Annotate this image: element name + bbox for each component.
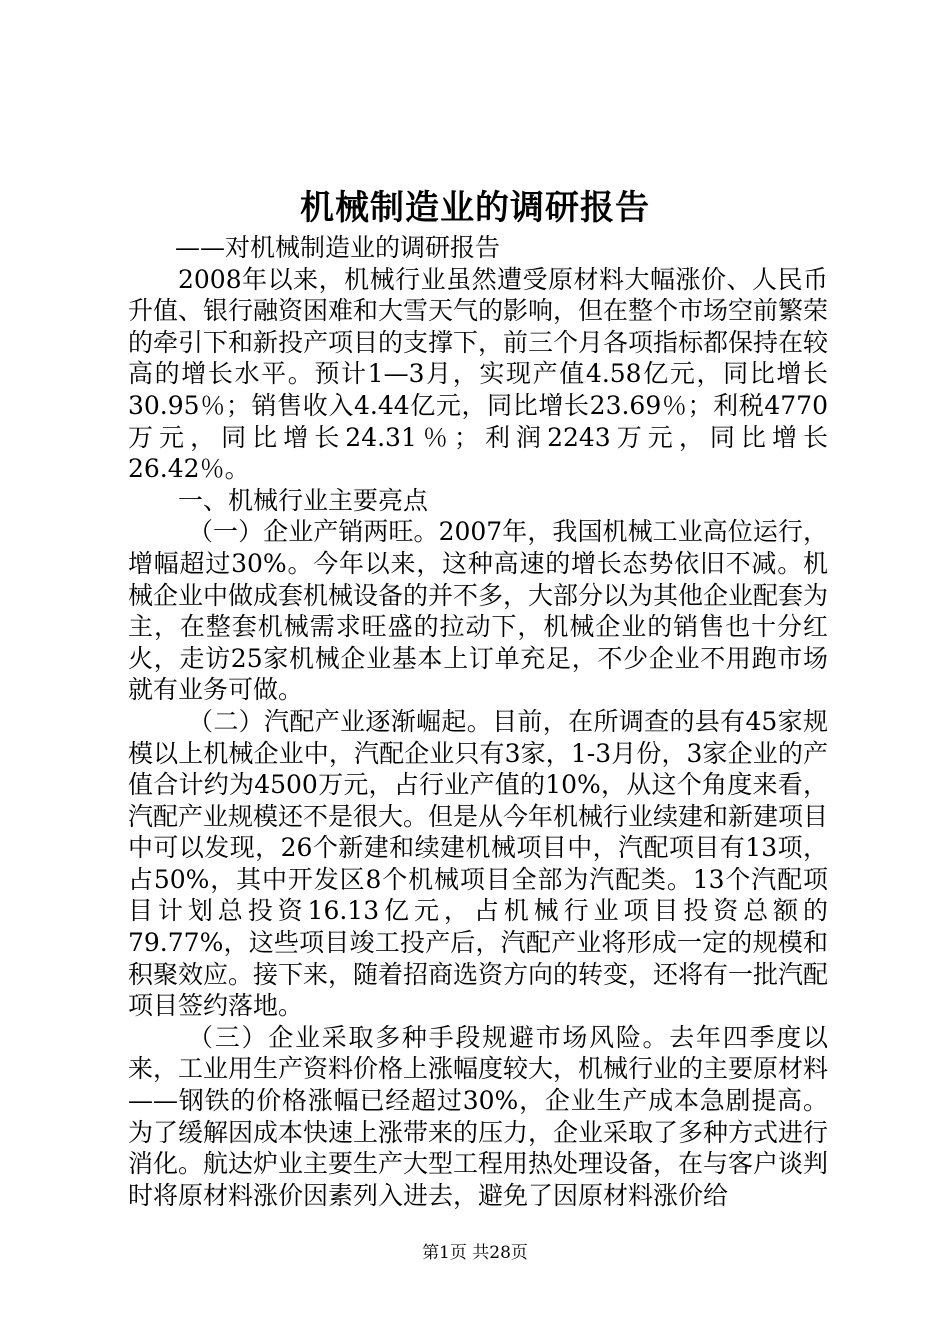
document-title: 机械制造业的调研报告 bbox=[300, 188, 650, 228]
paragraph-section-3: （三）企业采取多种手段规避市场风险。去年四季度以来，工业用生产资料价格上涨幅度较大，机械行业的主要原材料——钢铁的价格涨幅已经超过30%，企业生产成本急剧提高。为了缓解因成本快速上涨带来的压力，企业采取了多种方式进行消化。航达炉业主要生产大型工程用热处理设备，在与客户谈判时将原材料涨价因素列入进去，避免了因原材料涨价给 bbox=[128, 1022, 829, 1210]
page-number-footer: 第1页 共28页 bbox=[422, 1243, 528, 1263]
paragraph-intro: 2008年以来，机械行业虽然遭受原材料大幅涨价、人民币升值、银行融资困难和大雪天气的影响，但在整个市场空前繁荣的牵引下和新投产项目的支撑下，前三个月各项指标都保持在较高的增长水平。预计1—3月，实现产值4.58亿元，同比增长30.95％；销售收入4.44亿元，同比增长23.69％；利税4770万元，同比增长24.31％；利润2243万元，同比增长26.42％。 bbox=[128, 264, 829, 484]
document-subtitle: ——对机械制造业的调研报告 bbox=[175, 233, 501, 262]
section-heading: 一、机械行业主要亮点 bbox=[178, 485, 429, 515]
paragraph-section-1: （一）企业产销两旺。2007年，我国机械工业高位运行，增幅超过30%。今年以来，这种高速的增长态势依旧不减。机械企业中做成套机械设备的并不多，大部分以为其他企业配套为主，在整套机械需求旺盛的拉动下，机械企业的销售也十分红火，走访25家机械企业基本上订单充足，不少企业不用跑市场就有业务可做。 bbox=[128, 517, 829, 705]
paragraph-section-2: （二）汽配产业逐渐崛起。目前，在所调查的县有45家规模以上机械企业中，汽配企业只有3家，1-3月份，3家企业的产值合计约为4500万元，占行业产值的10%，从这个角度来看，汽配产业规模还不是很大。但是从今年机械行业续建和新建项目中可以发现，26个新建和续建机械项目中，汽配项目有13项，占50%，其中开发区8个机械项目全部为汽配类。13个汽配项目计划总投资16.13亿元，占机械行业项目投资总额的79.77%，这些项目竣工投产后，汽配产业将形成一定的规模和积聚效应。接下来，随着招商选资方向的转变，还将有一批汽配项目签约落地。 bbox=[128, 706, 829, 1021]
document-body bbox=[128, 232, 828, 1211]
